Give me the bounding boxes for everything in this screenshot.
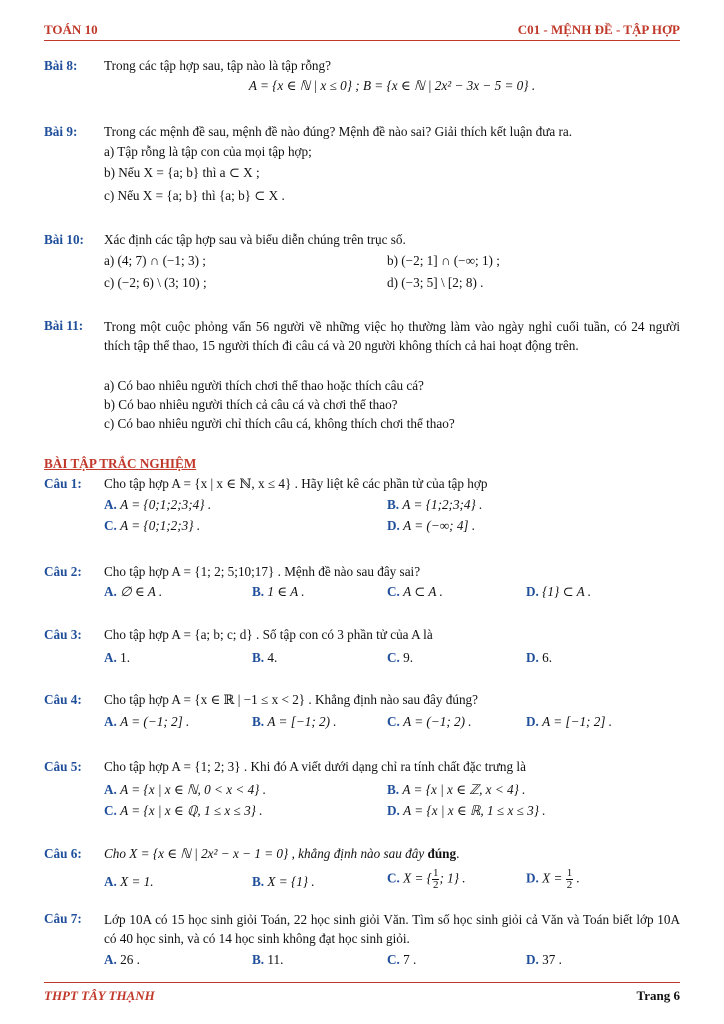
page-header xyxy=(44,22,680,41)
option-a[interactable]: A. A = {x | x ∈ ℕ, 0 < x < 4} . xyxy=(104,782,267,797)
item-a: a) Có bao nhiêu người thích chơi thể thao hoặc thích câu cá? xyxy=(104,378,424,393)
header-chapter: C01 - MỆNH ĐỀ - TẬP HỢP xyxy=(517,22,680,37)
fraction: $\frac{1}{2}$ xyxy=(566,867,573,891)
option-d[interactable]: D. 37 . xyxy=(526,952,562,967)
question-text: Cho X = {x ∈ ℕ | 2x² − x − 1 = 0} , khẳng định nào sau đây đúng. xyxy=(104,846,460,861)
option-a[interactable]: A. 1. xyxy=(104,650,131,665)
item-a: a) (4; 7) ∩ (−1; 3) ; xyxy=(104,253,206,268)
emphasis: đúng xyxy=(427,846,457,861)
item-a: a) Tập rỗng là tập con của mọi tập hợp; xyxy=(104,144,312,159)
option-d[interactable]: D. A = (−∞; 4] . xyxy=(387,518,476,533)
question-text: Lớp 10A có 15 học sinh giỏi Toán, 22 học sinh giỏi Văn. Tìm số học sinh giỏi cả Văn và Toán biết lớp 10A có 40 học sinh, và có 14 học sinh không đạt học sinh giỏi. xyxy=(104,912,680,946)
item-b: b) Nếu X = {a; b} thì a ⊂ X ; xyxy=(104,165,260,180)
option-a[interactable]: A. A = (−1; 2] . xyxy=(104,714,190,729)
item-c: c) Nếu X = {a; b} thì {a; b} ⊂ X . xyxy=(104,188,285,203)
option-c[interactable]: C. A = {x | x ∈ ℚ, 1 ≤ x ≤ 3} . xyxy=(104,803,263,818)
question-label: Câu 7: xyxy=(44,911,82,926)
option-c[interactable]: C. X = { $\frac{1}{2}$ ; 1} . xyxy=(387,867,466,891)
exercise-11 xyxy=(44,318,680,378)
footer-school: THPT TÂY THẠNH xyxy=(44,988,155,1003)
option-a[interactable]: A. 26 . xyxy=(104,952,140,967)
item-b: b) Có bao nhiêu người thích cả câu cá và chơi thể thao? xyxy=(104,397,398,412)
header-subject: TOÁN 10 xyxy=(44,22,98,37)
item-c: c) Có bao nhiêu người chỉ thích câu cá, không thích chơi thể thao? xyxy=(104,416,455,431)
option-d[interactable]: D. A = [−1; 2] . xyxy=(526,714,613,729)
option-b[interactable]: B. 1 ∈ A . xyxy=(252,584,305,599)
question-label: Câu 4: xyxy=(44,692,82,707)
option-b[interactable]: B. A = [−1; 2) . xyxy=(252,714,337,729)
question-text: Cho tập hợp A = {1; 2; 3} . Khi đó A viết dưới dạng chỉ ra tính chất đặc trưng là xyxy=(104,759,526,774)
exercise-text: Trong các mệnh đề sau, mệnh đề nào đúng? Mệnh đề nào sai? Giải thích kết luận đưa ra. xyxy=(104,124,573,139)
fraction: $\frac{1}{2}$ xyxy=(432,867,439,891)
question-label: Câu 1: xyxy=(44,476,82,491)
question-label: Câu 2: xyxy=(44,564,82,579)
page-footer xyxy=(44,982,680,1003)
item-b: b) (−2; 1] ∩ (−∞; 1) ; xyxy=(387,253,500,268)
question-text: Cho tập hợp A = {x ∈ ℝ | −1 ≤ x < 2} . Khẳng định nào sau đây đúng? xyxy=(104,692,478,707)
option-b[interactable]: B. 4. xyxy=(252,650,278,665)
option-a[interactable]: A. X = 1. xyxy=(104,874,154,889)
option-c[interactable]: C. A = {0;1;2;3} . xyxy=(104,518,201,533)
option-d[interactable]: D. X = $\frac{1}{2}$ . xyxy=(526,867,580,891)
option-a[interactable]: A. A = {0;1;2;3;4} . xyxy=(104,497,212,512)
option-d[interactable]: D. {1} ⊂ A . xyxy=(526,584,592,599)
question-label: Câu 6: xyxy=(44,846,82,861)
question-text: Cho tập hợp A = {1; 2; 5;10;17} . Mệnh đề nào sau đây sai? xyxy=(104,564,421,579)
section-title: BÀI TẬP TRẮC NGHIỆM xyxy=(44,456,197,471)
option-b[interactable]: B. 11. xyxy=(252,952,284,967)
exercise-8-formula xyxy=(104,78,680,94)
exercise-label: Bài 9: xyxy=(44,124,78,139)
option-d[interactable]: D. 6. xyxy=(526,650,553,665)
exercise-text: Xác định các tập hợp sau và biểu diễn chúng trên trục số. xyxy=(104,232,406,247)
exercise-label: Bài 11: xyxy=(44,318,84,333)
option-c[interactable]: C. A ⊂ A . xyxy=(387,584,443,599)
option-b[interactable]: B. A = {x | x ∈ ℤ, x < 4} . xyxy=(387,782,526,797)
exercise-label: Bài 10: xyxy=(44,232,84,247)
question-label: Câu 3: xyxy=(44,627,82,642)
option-d[interactable]: D. A = {x | x ∈ ℝ, 1 ≤ x ≤ 3} . xyxy=(387,803,546,818)
item-d: d) (−3; 5] \ [2; 8) . xyxy=(387,275,484,290)
item-c: c) (−2; 6) \ (3; 10) ; xyxy=(104,275,207,290)
exercise-text: Trong các tập hợp sau, tập nào là tập rỗng? xyxy=(104,58,331,73)
option-c[interactable]: C. 7 . xyxy=(387,952,417,967)
option-c[interactable]: C. A = (−1; 2) . xyxy=(387,714,472,729)
footer-page-number: Trang 6 xyxy=(636,988,680,1003)
option-c[interactable]: C. 9. xyxy=(387,650,414,665)
question-7 xyxy=(44,911,680,951)
option-b[interactable]: B. X = {1} . xyxy=(252,874,315,889)
question-label: Câu 5: xyxy=(44,759,82,774)
option-b[interactable]: B. A = {1;2;3;4} . xyxy=(387,497,483,512)
formula: A = {x ∈ ℕ | x ≤ 0} ; B = {x ∈ ℕ | 2x² − 3x − 5 = 0} . xyxy=(248,78,536,93)
question-text: Cho tập hợp A = {a; b; c; d} . Số tập con có 3 phần tử của A là xyxy=(104,627,433,642)
exercise-text: Trong một cuộc phỏng vấn 56 người về những việc họ thường làm vào ngày nghỉ cuối tuần, có 24 người thích tập thể thao, 15 người thích đi câu cá và 20 người không thích cả hai hoạt động trên. xyxy=(104,319,680,353)
question-text: Cho tập hợp A = {x | x ∈ ℕ, x ≤ 4} . Hãy liệt kê các phần tử của tập hợp xyxy=(104,476,488,491)
exercise-label: Bài 8: xyxy=(44,58,78,73)
option-a[interactable]: A. ∅ ∈ A . xyxy=(104,584,163,599)
